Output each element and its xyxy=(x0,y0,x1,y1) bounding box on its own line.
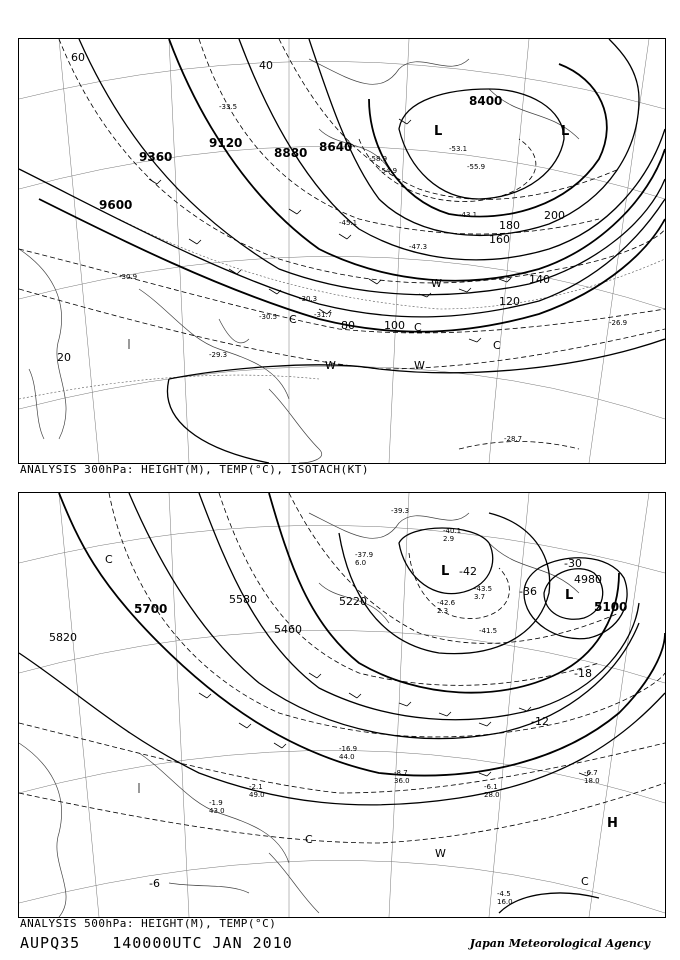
station-wind: 3.7 xyxy=(474,593,486,601)
station-temp: -6.1 xyxy=(484,783,498,791)
temp-label: -12 xyxy=(531,715,549,728)
station-wind: 2.3 xyxy=(437,607,449,615)
isotach-label: 200 xyxy=(544,209,565,222)
warm-center-marker: W xyxy=(414,359,425,372)
height-label: 5820 xyxy=(49,631,77,644)
height-label: 5220 xyxy=(339,595,367,608)
station-temp: -39.3 xyxy=(391,507,410,515)
station-wind: 28.0 xyxy=(484,791,500,799)
height-label: 9600 xyxy=(99,198,133,212)
isotach-label: 100 xyxy=(384,319,405,332)
height-label: 5460 xyxy=(274,623,302,636)
cold-center-marker: C xyxy=(493,339,501,352)
system-labels xyxy=(289,124,569,372)
temp-label: -45.1 xyxy=(339,219,358,227)
height-contours xyxy=(19,493,665,913)
station-temp: -40.1 xyxy=(443,527,462,535)
temp-label: -29.3 xyxy=(209,351,228,359)
temp-label: -54.9 xyxy=(379,167,398,175)
temp-label: -36 xyxy=(519,585,537,598)
temp-label: -47.3 xyxy=(409,243,428,251)
station-temp: -4.5 xyxy=(497,890,511,898)
station-wind: 43.0 xyxy=(209,807,225,815)
isotach-label: 40 xyxy=(259,59,273,72)
station-wind: 49.0 xyxy=(249,791,265,799)
temp-label: -18 xyxy=(574,667,592,680)
low-center-marker: L xyxy=(565,588,574,603)
station-wind: 6.0 xyxy=(355,559,367,567)
temp-label: -30.5 xyxy=(259,313,278,321)
height-label: 5580 xyxy=(229,593,257,606)
station-temp: -43.5 xyxy=(474,585,493,593)
height-labels xyxy=(99,94,502,212)
height-label: 8880 xyxy=(274,146,308,160)
caption-300hpa: ANALYSIS 300hPa: HEIGHT(M), TEMP(°C), ISOTACH(KT) xyxy=(20,463,370,476)
height-label: 9120 xyxy=(209,136,243,150)
high-center-marker: H xyxy=(607,816,618,831)
map-500hpa-canvas xyxy=(19,493,665,917)
temp-label: -31.7 xyxy=(314,311,333,319)
isotach-label: 120 xyxy=(499,295,520,308)
cold-center-marker: C xyxy=(414,321,422,334)
temp-label: -30.9 xyxy=(119,273,138,281)
station-wind: 16.0 xyxy=(497,898,513,906)
isotach-label: 80 xyxy=(341,319,355,332)
height-label: 8400 xyxy=(469,94,503,108)
station-temp: -37.9 xyxy=(355,551,374,559)
temp-label: -42 xyxy=(459,565,477,578)
temp-label: -30 xyxy=(564,557,582,570)
temp-label: -33.5 xyxy=(219,103,238,111)
coastlines xyxy=(19,513,579,917)
station-temp: -6.7 xyxy=(584,769,598,777)
height-labels xyxy=(49,573,627,644)
temp-label: -30.3 xyxy=(299,295,318,303)
map-300hpa xyxy=(18,38,666,464)
isotach-label: 60 xyxy=(71,51,85,64)
station-wind: 44.0 xyxy=(339,753,355,761)
station-wind: 2.9 xyxy=(443,535,455,543)
station-temp: -16.9 xyxy=(339,745,358,753)
station-wind: 18.0 xyxy=(584,777,600,785)
height-label: 4980 xyxy=(574,573,602,586)
coastlines xyxy=(19,59,579,463)
height-label: 5700 xyxy=(134,602,168,616)
height-label: 8640 xyxy=(319,140,353,154)
temp-label: -55.9 xyxy=(467,163,486,171)
station-temp: -2.1 xyxy=(249,783,263,791)
warm-center-marker: W xyxy=(325,359,336,372)
height-contours xyxy=(19,39,665,463)
station-temp: -8.7 xyxy=(394,769,408,777)
temp-label: -26.9 xyxy=(609,319,628,327)
valid-time: 140000UTC JAN 2010 xyxy=(112,934,293,952)
caption-500hpa: ANALYSIS 500hPa: HEIGHT(M), TEMP(°C) xyxy=(20,917,277,930)
station-temp: -41.5 xyxy=(479,627,498,635)
station-temp: -42.6 xyxy=(437,599,456,607)
low-center-marker: L xyxy=(434,124,443,139)
temp-label: -43.1 xyxy=(459,211,478,219)
cold-center-marker: C xyxy=(305,833,313,846)
cold-center-marker: C xyxy=(581,875,589,888)
temp-label: -58.9 xyxy=(369,155,388,163)
station-temp: -1.9 xyxy=(209,799,223,807)
low-center-marker: L xyxy=(561,124,570,139)
isotach-label: 140 xyxy=(529,273,550,286)
height-label: 5100 xyxy=(594,600,628,614)
height-label: 9360 xyxy=(139,150,173,164)
low-center-marker: L xyxy=(441,564,450,579)
warm-center-marker: W xyxy=(435,847,446,860)
temp-labels xyxy=(149,557,592,890)
temp-label: -53.1 xyxy=(449,145,468,153)
map-500hpa xyxy=(18,492,666,918)
isotach-label: 20 xyxy=(57,351,71,364)
agency-name: Japan Meteorological Agency xyxy=(469,937,650,950)
map-300hpa-canvas xyxy=(19,39,665,463)
warm-center-marker: W xyxy=(431,277,442,290)
graticule xyxy=(19,39,665,463)
chart-code: AUPQ35 xyxy=(20,934,81,952)
temp-label: -6 xyxy=(149,877,160,890)
isotach-label: 180 xyxy=(499,219,520,232)
wind-barbs xyxy=(139,673,591,793)
isotach-label: 160 xyxy=(489,233,510,246)
cold-center-marker: C xyxy=(289,313,297,326)
chart-id xyxy=(20,934,315,952)
cold-center-marker: C xyxy=(105,553,113,566)
temp-label: -28.7 xyxy=(504,435,523,443)
station-wind: 36.0 xyxy=(394,777,410,785)
